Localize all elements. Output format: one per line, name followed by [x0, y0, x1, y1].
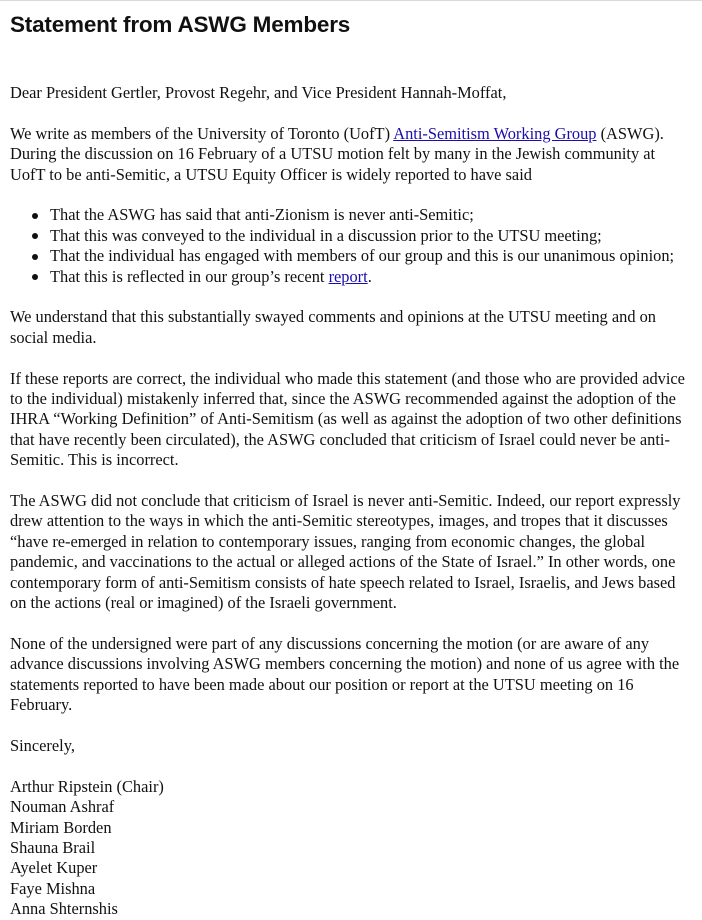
- reported-claims-list: [10, 205, 694, 287]
- report-link[interactable]: report: [328, 266, 368, 286]
- list-item: [32, 226, 694, 246]
- list-item: [32, 246, 694, 266]
- signatories-list: [10, 777, 694, 920]
- paragraph-undersigned: None of the undersigned were part of any discussions concerning the motion (or are aware of any advance discussions involving ASWG members concerning the motion) and none of us agree with the statements reported to have been made about our position or report at the UTSU meeting on 16 February.: [10, 633, 680, 715]
- bullet-icon: [32, 233, 38, 239]
- page-title: Statement from ASWG Members: [10, 12, 351, 37]
- list-item-text: That this was conveyed to the individual in a discussion prior to the UTSU meeting;: [50, 225, 602, 245]
- intro-paragraph: [10, 124, 694, 185]
- statement-document: [10, 0, 694, 920]
- paragraph-understanding: We understand that this substantially swayed comments and opinions at the UTSU meeting and on social media.: [10, 307, 656, 347]
- list-item-text: That the individual has engaged with members of our group and this is our unanimous opinion;: [50, 246, 675, 266]
- paragraph-aswg-conclusion: The ASWG did not conclude that criticism of Israel is never anti-Semitic. Indeed, our report expressly drew attention to the ways in which the anti-Semitic stereotypes, images, and tropes that it discusses “have re-emerged in relation to contemporary issues, ranging from economic changes, the global pandemic, and vaccinations to the actual or alleged actions of the State of Israel.” In other words, one contemporary form of anti-Semitism consists of hate speech related to Israel, Israelis, and Jews based on the actions (real or imagined) of the Israeli government.: [10, 491, 681, 613]
- paragraph-if-reports-correct: If these reports are correct, the individual who made this statement (and those who are provided advice to the individual) mistakenly inferred that, since the ASWG recommended against the adoption of the IHRA “Working Definition” of Anti-Semitism (as well as against the adoption of two other definitions that have recently been circulated), the ASWG concluded that criticism of Israel could never be anti-Semitic. This is incorrect.: [10, 368, 685, 470]
- list-item-text-after: .: [367, 266, 372, 286]
- bullet-icon: [32, 274, 38, 280]
- list-item: [32, 205, 694, 225]
- signatory-name: Faye Mishna: [10, 878, 96, 898]
- signatory-name: Miriam Borden: [10, 817, 112, 837]
- signatory-name: Shauna Brail: [10, 837, 96, 857]
- intro-text-after: (ASWG). During the discussion on 16 February of a UTSU motion felt by many in the Jewish community at UofT to be anti-Semitic, a UTSU Equity Officer is widely reported to have said: [10, 123, 664, 184]
- signatory-name: Arthur Ripstein (Chair): [10, 776, 164, 796]
- signatory-name: Ayelet Kuper: [10, 858, 98, 878]
- list-item-text-before: That this is reflected in our group’s recent: [50, 266, 329, 286]
- aswg-link[interactable]: Anti-Semitism Working Group: [393, 123, 597, 143]
- closing: Sincerely,: [10, 735, 75, 755]
- bullet-icon: [32, 213, 38, 219]
- list-item: [32, 267, 694, 287]
- bullet-icon: [32, 254, 38, 260]
- list-item-text: That the ASWG has said that anti-Zionism is never anti-Semitic;: [50, 205, 474, 225]
- signatory-name: Nouman Ashraf: [10, 797, 115, 817]
- salutation: Dear President Gertler, Provost Regehr, and Vice President Hannah-Moffat,: [10, 83, 507, 102]
- intro-text-before: We write as members of the University of Toronto (UofT): [10, 123, 394, 143]
- signatory-name: Anna Shternshis: [10, 899, 118, 919]
